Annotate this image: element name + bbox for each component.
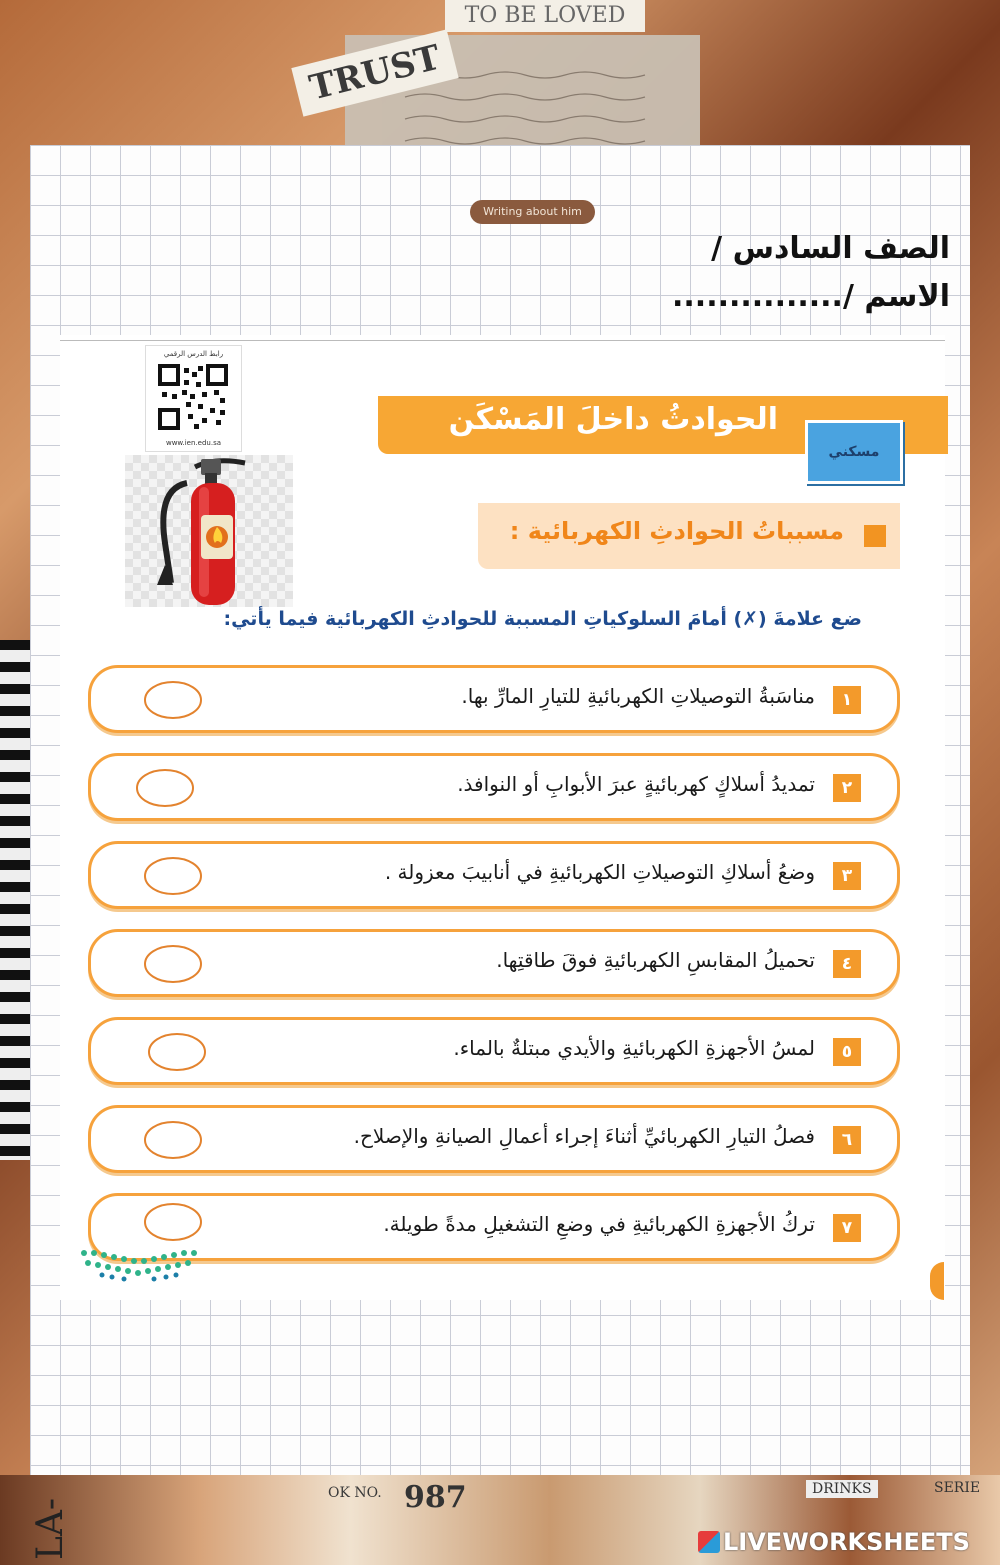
answer-oval[interactable] — [143, 856, 203, 896]
liveworksheets-logo-icon — [698, 1531, 720, 1553]
item-number: ٤ — [833, 950, 861, 978]
collage-number-text: 987 — [404, 1480, 467, 1515]
answer-oval[interactable] — [135, 768, 195, 808]
instruction-text: ضع علامةَ (✗) أمامَ السلوكياتِ المسببة للحوادثِ الكهربائية فيما يأتي: — [223, 608, 862, 630]
question-item-3 — [88, 841, 900, 909]
item-number: ٥ — [833, 1038, 861, 1066]
name-line: الاسم /............... — [672, 279, 950, 314]
item-number: ٣ — [833, 862, 861, 890]
item-text: مناسَبةُ التوصيلاتِ الكهربائيةِ للتيارِ المارِّ بها. — [461, 684, 815, 708]
bullet-square-icon — [864, 525, 886, 547]
question-item-2 — [88, 753, 900, 821]
student-header — [672, 225, 950, 321]
qr-code-card — [145, 345, 242, 452]
question-item-6 — [88, 1105, 900, 1173]
piano-keys-decoration — [0, 640, 30, 1160]
page-edge-tab — [930, 1262, 944, 1300]
liveworksheets-brand[interactable] — [698, 1528, 970, 1556]
answer-oval[interactable] — [143, 1120, 203, 1160]
unit-badge: مسكني — [805, 420, 903, 484]
fire-extinguisher-icon — [125, 455, 293, 607]
answer-oval[interactable] — [143, 680, 203, 720]
writing-pill-label: Writing about him — [470, 200, 595, 224]
fire-extinguisher-image — [125, 455, 293, 607]
item-number: ٧ — [833, 1214, 861, 1242]
divider — [60, 340, 945, 341]
qr-caption: رابط الدرس الرقمي — [163, 350, 224, 358]
item-number: ٦ — [833, 1126, 861, 1154]
subtitle-box — [478, 503, 900, 569]
item-number: ٢ — [833, 774, 861, 802]
question-item-5 — [88, 1017, 900, 1085]
answer-oval[interactable] — [143, 944, 203, 984]
item-text: لمسُ الأجهزةِ الكهربائيةِ والأيدي مبتلةٌ بالماء. — [453, 1036, 815, 1060]
collage-series-text: SERIE — [934, 1480, 981, 1496]
answer-oval[interactable] — [143, 1202, 203, 1242]
question-item-7 — [88, 1193, 900, 1261]
question-item-4 — [88, 929, 900, 997]
item-text: تحميلُ المقابسِ الكهربائيةِ فوقَ طاقتِها. — [496, 948, 815, 972]
answer-oval[interactable] — [147, 1032, 207, 1072]
item-text: وضعُ أسلاكِ التوصيلاتِ الكهربائيةِ في أنابيبَ معزولة . — [384, 860, 815, 884]
item-text: تمديدُ أسلاكٍ كهربائيةٍ عبرَ الأبوابِ أو النوافذ. — [457, 772, 815, 796]
item-text: تركُ الأجهزةِ الكهربائيةِ في وضعِ التشغيلِ مدةً طويلة. — [383, 1212, 815, 1236]
ministry-logo-icon — [78, 1245, 198, 1283]
brand-text: LIVEWORKSHEETS — [723, 1528, 970, 1556]
item-text: فصلُ التيارِ الكهربائيِّ أثناءَ إجراء أعمالِ الصيانةِ والإصلاح. — [353, 1124, 815, 1148]
qr-url: www.ien.edu.sa — [165, 439, 222, 447]
qr-code-icon — [158, 364, 228, 430]
trust-tag: TRUST — [291, 29, 458, 116]
section-subtitle: مسبباتُ الحوادثِ الكهربائية : — [509, 517, 844, 545]
question-item-1 — [88, 665, 900, 733]
grade-line: الصف السادس / — [711, 231, 950, 266]
collage-okno-text: OK NO. — [328, 1485, 382, 1501]
collage-la-text: LA- — [30, 1497, 71, 1560]
collage-drinks-text: DRINKS — [806, 1480, 878, 1498]
loved-tag: TO BE LOVED — [445, 0, 645, 32]
item-number: ١ — [833, 686, 861, 714]
lesson-title: الحوادثُ داخلَ المَسْكَن — [448, 402, 778, 437]
